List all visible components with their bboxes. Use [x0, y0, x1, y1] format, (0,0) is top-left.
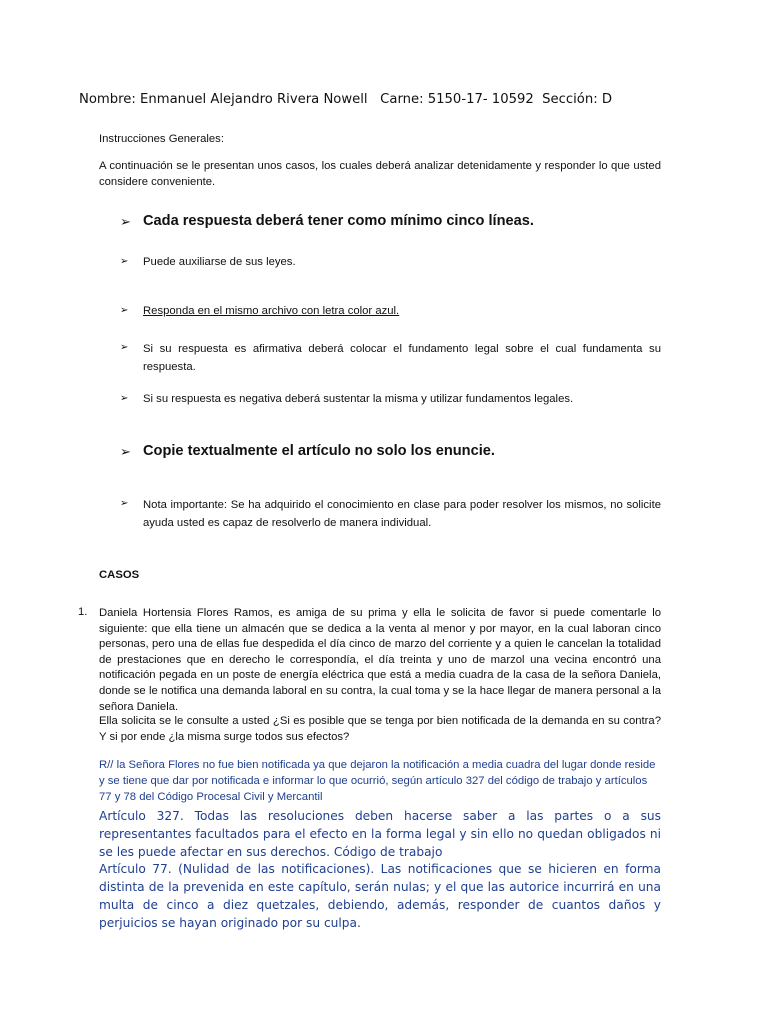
case-1-text: Daniela Hortensia Flores Ramos, es amiga de su prima y ella le solicita de favor si puede comentarle lo siguiente: que ella tiene un almacén que se dedica a la venta al menor y por mayor, en la cual laboran cinco personas, pero una de ellas fue despedida el día cinco de marzo del corriente y a quien le cancelan la totalidad de prestaciones que en derecho le correspondía, el día treinta y uno de marzol una vecina encontró una notificación pegada en un poste de energía eléctrica que está a media cuadra de la casa de la señora Daniela, donde se le notifica una demanda laboral en su contra, la cual toma y se la hace llegar de manera personal a la señora Daniela.: [99, 607, 661, 713]
arrow-bullet-icon: ➢: [120, 214, 131, 229]
casos-heading: CASOS: [99, 569, 140, 581]
instruction-copy-article: Copie textualmente el artículo no solo los enuncie.: [143, 443, 495, 459]
arrow-bullet-icon: ➢: [120, 342, 129, 353]
instruction-blue-text: Responda en el mismo archivo con letra color azul.: [143, 305, 400, 317]
case-number: 1.: [78, 606, 88, 618]
article-327: Artículo 327. Todas las resoluciones deben hacerse saber a las partes o a sus representantes facultados para el efecto en la forma legal y sin ello no quedan obligados ni se les puede afectar en sus derechos. Código de trabajo: [99, 809, 661, 859]
case-1-answer: R// la Señora Flores no fue bien notificada ya que dejaron la notificación a media cuadra del lugar donde reside y se tiene que dar por notificada e informar lo que ocurrió, según artículo 327 del código de trabajo y artículos 77 y 78 del Código Procesal Civil y Mercantil: [99, 759, 656, 803]
student-header: Nombre: Enmanuel Alejandro Rivera Nowell Carne: 5150-17- 10592 Sección: D: [79, 92, 613, 107]
arrow-bullet-icon: ➢: [120, 444, 131, 459]
instructions-intro: A continuación se le presentan unos casos, los cuales deberá analizar detenidamente y responder lo que usted considere conveniente.: [99, 160, 661, 188]
case-1-question: Ella solicita se le consulte a usted ¿Si es posible que se tenga por bien notificada de la demanda en su contra? Y si por ende ¿la misma surge todos sus efectos?: [99, 715, 661, 743]
instruction-note: Nota importante: Se ha adquirido el conocimiento en clase para poder resolver los mismos, no solicite ayuda usted es capaz de resolverlo de manera individual.: [143, 499, 661, 529]
arrow-bullet-icon: ➢: [120, 256, 129, 267]
legal-articles: [99, 808, 661, 933]
article-77: Artículo 77. (Nulidad de las notificaciones). Las notificaciones que se hicieren en forma distinta de la prevenida en este capítulo, serán nulas; y el que las autorice incurrirá en una multa de cinco a diez quetzales, debiendo, además, responder de cuantos daños y perjuicios se hayan originado por su culpa.: [99, 862, 661, 930]
arrow-bullet-icon: ➢: [120, 393, 129, 404]
arrow-bullet-icon: ➢: [120, 498, 129, 509]
instruction-affirmative: Si su respuesta es afirmativa deberá colocar el fundamento legal sobre el cual fundamenta su respuesta.: [143, 343, 661, 373]
instruction-laws: Puede auxiliarse de sus leyes.: [143, 256, 296, 268]
instruction-negative: Si su respuesta es negativa deberá sustentar la misma y utilizar fundamentos legales.: [143, 393, 574, 405]
instruction-min-lines: Cada respuesta deberá tener como mínimo cinco líneas.: [143, 213, 534, 229]
arrow-bullet-icon: ➢: [120, 305, 129, 316]
instructions-title: Instrucciones Generales:: [99, 133, 224, 145]
